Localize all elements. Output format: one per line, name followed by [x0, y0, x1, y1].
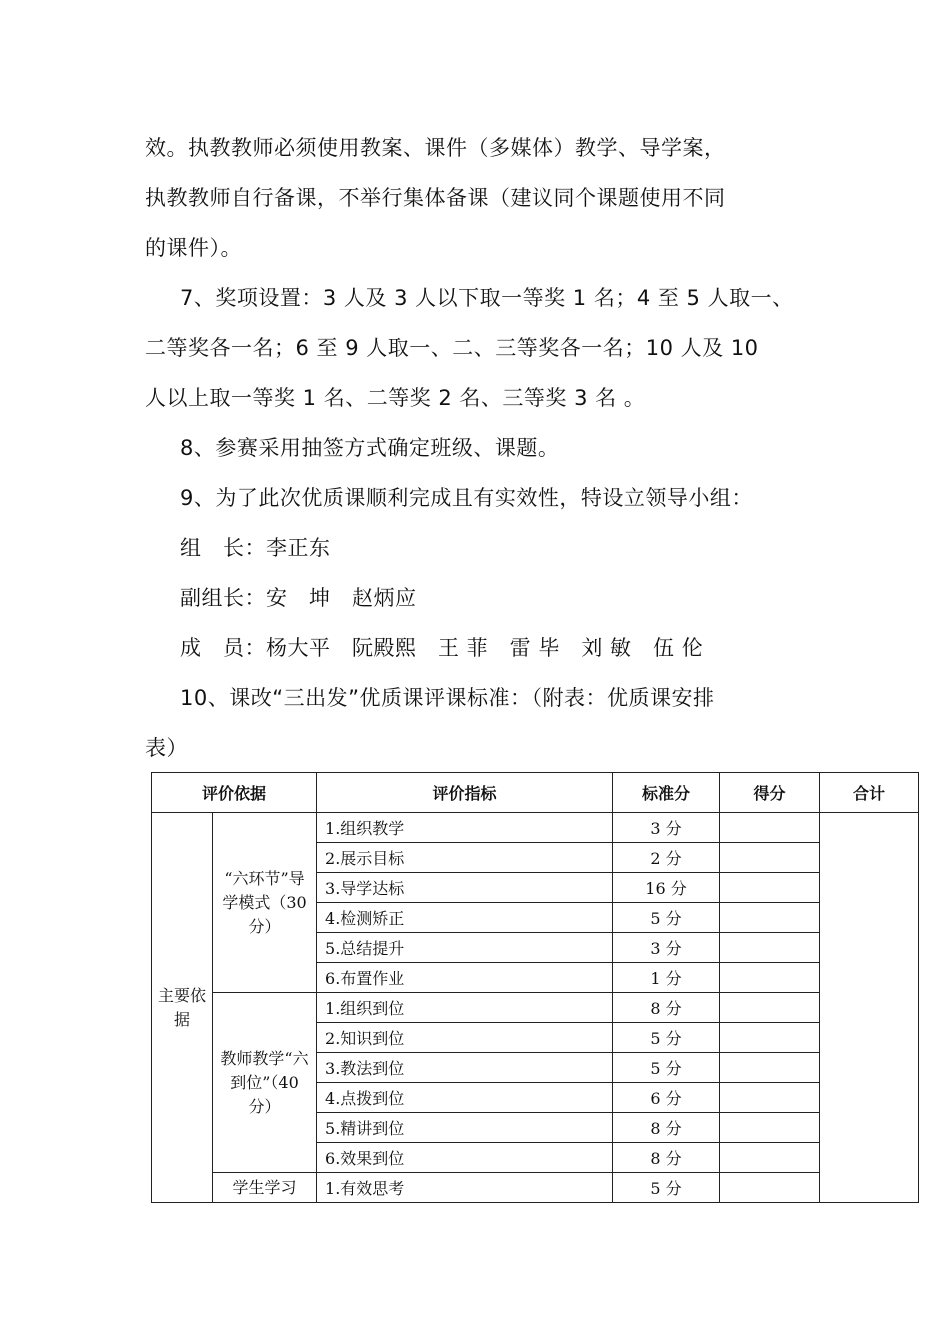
- indicator-cell: 1.组织教学: [317, 813, 613, 843]
- paragraph-line: 二等奖各一名；6 至 9 人取一、二、三等奖各一名；10 人及 10: [145, 336, 759, 360]
- score-input-cell[interactable]: [720, 1143, 820, 1173]
- standard-score-cell: 2 分: [613, 843, 720, 873]
- header-basis: 评价依据: [152, 773, 317, 813]
- paragraph-line: 7、奖项设置：3 人及 3 人以下取一等奖 1 名；4 至 5 人取一、: [180, 286, 794, 310]
- indicator-cell: 3.教法到位: [317, 1053, 613, 1083]
- table-row: [152, 813, 919, 843]
- standard-score-cell: 16 分: [613, 873, 720, 903]
- standard-score-cell: 8 分: [613, 1143, 720, 1173]
- evaluation-table: [151, 772, 919, 1203]
- score-input-cell[interactable]: [720, 1083, 820, 1113]
- paragraph-line: 10、课改“三出发”优质课评课标准：（附表：优质课安排: [180, 686, 715, 710]
- indicator-cell: 2.知识到位: [317, 1023, 613, 1053]
- header-standard-score: 标准分: [613, 773, 720, 813]
- paragraph-line: 的课件）。: [145, 236, 242, 260]
- standard-score-cell: 5 分: [613, 903, 720, 933]
- paragraph-line: 8、参赛采用抽签方式确定班级、课题。: [180, 436, 560, 460]
- table-row: [152, 1173, 919, 1203]
- total-cell[interactable]: [820, 813, 919, 1203]
- team-deputy-line: 副组长：安 坤 赵炳应: [180, 586, 417, 610]
- paragraph-line: 效。执教教师必须使用教案、课件（多媒体）教学、导学案，: [145, 136, 726, 160]
- score-input-cell[interactable]: [720, 903, 820, 933]
- standard-score-cell: 8 分: [613, 993, 720, 1023]
- score-input-cell[interactable]: [720, 1113, 820, 1143]
- indicator-cell: 1.组织到位: [317, 993, 613, 1023]
- paragraph-line: 人以上取一等奖 1 名、二等奖 2 名、三等奖 3 名 。: [145, 386, 646, 410]
- indicator-cell: 6.布置作业: [317, 963, 613, 993]
- score-input-cell[interactable]: [720, 933, 820, 963]
- main-basis-cell: 主要依据: [152, 813, 213, 1203]
- standard-score-cell: 3 分: [613, 813, 720, 843]
- score-input-cell[interactable]: [720, 993, 820, 1023]
- table-header-row: [152, 773, 919, 813]
- standard-score-cell: 6 分: [613, 1083, 720, 1113]
- paragraph-line: 执教教师自行备课，不举行集体备课（建议同个课题使用不同: [145, 186, 726, 210]
- score-input-cell[interactable]: [720, 1173, 820, 1203]
- score-input-cell[interactable]: [720, 963, 820, 993]
- indicator-cell: 4.检测矫正: [317, 903, 613, 933]
- paragraph-line: 表）: [145, 736, 188, 760]
- group-label-teacher-teaching: 教师教学“六到位”（40分）: [213, 993, 317, 1173]
- header-score: 得分: [720, 773, 820, 813]
- indicator-cell: 5.总结提升: [317, 933, 613, 963]
- header-total: 合计: [820, 773, 919, 813]
- standard-score-cell: 3 分: [613, 933, 720, 963]
- team-leader-line: 组 长：李正东: [180, 536, 331, 560]
- indicator-cell: 5.精讲到位: [317, 1113, 613, 1143]
- score-input-cell[interactable]: [720, 843, 820, 873]
- group-label-six-steps: “六环节”导学模式（30分）: [213, 813, 317, 993]
- table-row: [152, 993, 919, 1023]
- standard-score-cell: 1 分: [613, 963, 720, 993]
- indicator-cell: 3.导学达标: [317, 873, 613, 903]
- score-input-cell[interactable]: [720, 1053, 820, 1083]
- standard-score-cell: 5 分: [613, 1023, 720, 1053]
- standard-score-cell: 5 分: [613, 1053, 720, 1083]
- score-input-cell[interactable]: [720, 813, 820, 843]
- indicator-cell: 1.有效思考: [317, 1173, 613, 1203]
- standard-score-cell: 8 分: [613, 1113, 720, 1143]
- standard-score-cell: 5 分: [613, 1173, 720, 1203]
- indicator-cell: 4.点拨到位: [317, 1083, 613, 1113]
- score-input-cell[interactable]: [720, 873, 820, 903]
- indicator-cell: 6.效果到位: [317, 1143, 613, 1173]
- score-input-cell[interactable]: [720, 1023, 820, 1053]
- group-label-student-learning: 学生学习: [213, 1173, 317, 1203]
- team-members-line: 成 员：杨大平 阮殿熙 王 菲 雷 毕 刘 敏 伍 伦: [180, 636, 704, 660]
- header-indicator: 评价指标: [317, 773, 613, 813]
- paragraph-line: 9、为了此次优质课顺利完成且有实效性，特设立领导小组：: [180, 486, 753, 510]
- indicator-cell: 2.展示目标: [317, 843, 613, 873]
